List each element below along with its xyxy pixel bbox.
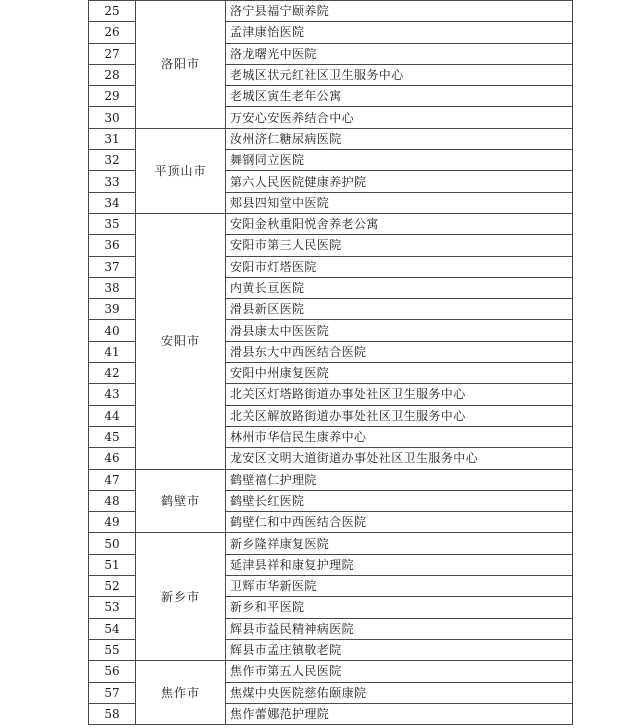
row-number: 36 bbox=[89, 235, 136, 256]
row-number: 57 bbox=[89, 682, 136, 703]
institution-name: 安阳金秋重阳悦舍养老公寓 bbox=[226, 213, 573, 234]
institution-name: 龙安区文明大道街道办事处社区卫生服务中心 bbox=[226, 448, 573, 469]
table-row bbox=[89, 128, 573, 149]
table-row bbox=[89, 213, 573, 234]
city-cell: 洛阳市 bbox=[136, 1, 226, 129]
institution-name: 滑县康太中医医院 bbox=[226, 320, 573, 341]
institution-name: 老城区状元红社区卫生服务中心 bbox=[226, 64, 573, 85]
institution-name: 万安心安医养结合中心 bbox=[226, 107, 573, 128]
institution-name: 北关区解放路街道办事处社区卫生服务中心 bbox=[226, 405, 573, 426]
row-number: 48 bbox=[89, 490, 136, 511]
institution-name: 安阳市灯塔医院 bbox=[226, 256, 573, 277]
row-number: 38 bbox=[89, 277, 136, 298]
city-cell: 安阳市 bbox=[136, 213, 226, 469]
institution-name: 辉县市益民精神病医院 bbox=[226, 618, 573, 639]
institution-name: 新乡和平医院 bbox=[226, 597, 573, 618]
city-cell: 鹤壁市 bbox=[136, 469, 226, 533]
institution-name: 洛宁县福宁颐养院 bbox=[226, 1, 573, 22]
row-number: 26 bbox=[89, 22, 136, 43]
institution-name: 鹤壁禧仁护理院 bbox=[226, 469, 573, 490]
row-number: 41 bbox=[89, 341, 136, 362]
row-number: 27 bbox=[89, 43, 136, 64]
city-cell: 新乡市 bbox=[136, 533, 226, 661]
table-row bbox=[89, 533, 573, 554]
row-number: 47 bbox=[89, 469, 136, 490]
row-number: 32 bbox=[89, 150, 136, 171]
row-number: 52 bbox=[89, 576, 136, 597]
institution-name: 鹤壁长红医院 bbox=[226, 490, 573, 511]
institution-table bbox=[88, 0, 573, 725]
row-number: 42 bbox=[89, 363, 136, 384]
row-number: 55 bbox=[89, 639, 136, 660]
table-row bbox=[89, 469, 573, 490]
institution-name: 洛龙曙光中医院 bbox=[226, 43, 573, 64]
row-number: 29 bbox=[89, 86, 136, 107]
row-number: 49 bbox=[89, 512, 136, 533]
institution-name: 焦煤中央医院慈佑颐康院 bbox=[226, 682, 573, 703]
institution-name: 郏县四知堂中医院 bbox=[226, 192, 573, 213]
institution-name: 延津县祥和康复护理院 bbox=[226, 554, 573, 575]
row-number: 54 bbox=[89, 618, 136, 639]
row-number: 33 bbox=[89, 171, 136, 192]
row-number: 35 bbox=[89, 213, 136, 234]
institution-name: 内黄长亘医院 bbox=[226, 277, 573, 298]
institution-name: 鹤壁仁和中西医结合医院 bbox=[226, 512, 573, 533]
institution-name: 老城区寅生老年公寓 bbox=[226, 86, 573, 107]
row-number: 37 bbox=[89, 256, 136, 277]
row-number: 31 bbox=[89, 128, 136, 149]
row-number: 53 bbox=[89, 597, 136, 618]
institution-name: 焦作蕾娜范护理院 bbox=[226, 703, 573, 724]
row-number: 28 bbox=[89, 64, 136, 85]
row-number: 25 bbox=[89, 1, 136, 22]
institution-name: 滑县新区医院 bbox=[226, 299, 573, 320]
row-number: 43 bbox=[89, 384, 136, 405]
row-number: 45 bbox=[89, 426, 136, 447]
institution-name: 舞钢同立医院 bbox=[226, 150, 573, 171]
row-number: 39 bbox=[89, 299, 136, 320]
row-number: 34 bbox=[89, 192, 136, 213]
institution-name: 焦作市第五人民医院 bbox=[226, 661, 573, 682]
institution-name: 辉县市孟庄镇敬老院 bbox=[226, 639, 573, 660]
row-number: 44 bbox=[89, 405, 136, 426]
row-number: 30 bbox=[89, 107, 136, 128]
institution-name: 北关区灯塔路街道办事处社区卫生服务中心 bbox=[226, 384, 573, 405]
institution-name: 林州市华信民生康养中心 bbox=[226, 426, 573, 447]
table-row bbox=[89, 661, 573, 682]
institution-name: 汝州济仁糖尿病医院 bbox=[226, 128, 573, 149]
table-body bbox=[89, 1, 573, 725]
institution-name: 第六人民医院健康养护院 bbox=[226, 171, 573, 192]
institution-name: 新乡隆祥康复医院 bbox=[226, 533, 573, 554]
row-number: 50 bbox=[89, 533, 136, 554]
institution-name: 安阳中州康复医院 bbox=[226, 363, 573, 384]
row-number: 58 bbox=[89, 703, 136, 724]
row-number: 40 bbox=[89, 320, 136, 341]
institution-name: 孟津康怡医院 bbox=[226, 22, 573, 43]
row-number: 51 bbox=[89, 554, 136, 575]
institution-name: 滑县东大中西医结合医院 bbox=[226, 341, 573, 362]
institution-name: 卫辉市华新医院 bbox=[226, 576, 573, 597]
table-row bbox=[89, 1, 573, 22]
row-number: 56 bbox=[89, 661, 136, 682]
city-cell: 平顶山市 bbox=[136, 128, 226, 213]
row-number: 46 bbox=[89, 448, 136, 469]
city-cell: 焦作市 bbox=[136, 661, 226, 725]
institution-name: 安阳市第三人民医院 bbox=[226, 235, 573, 256]
